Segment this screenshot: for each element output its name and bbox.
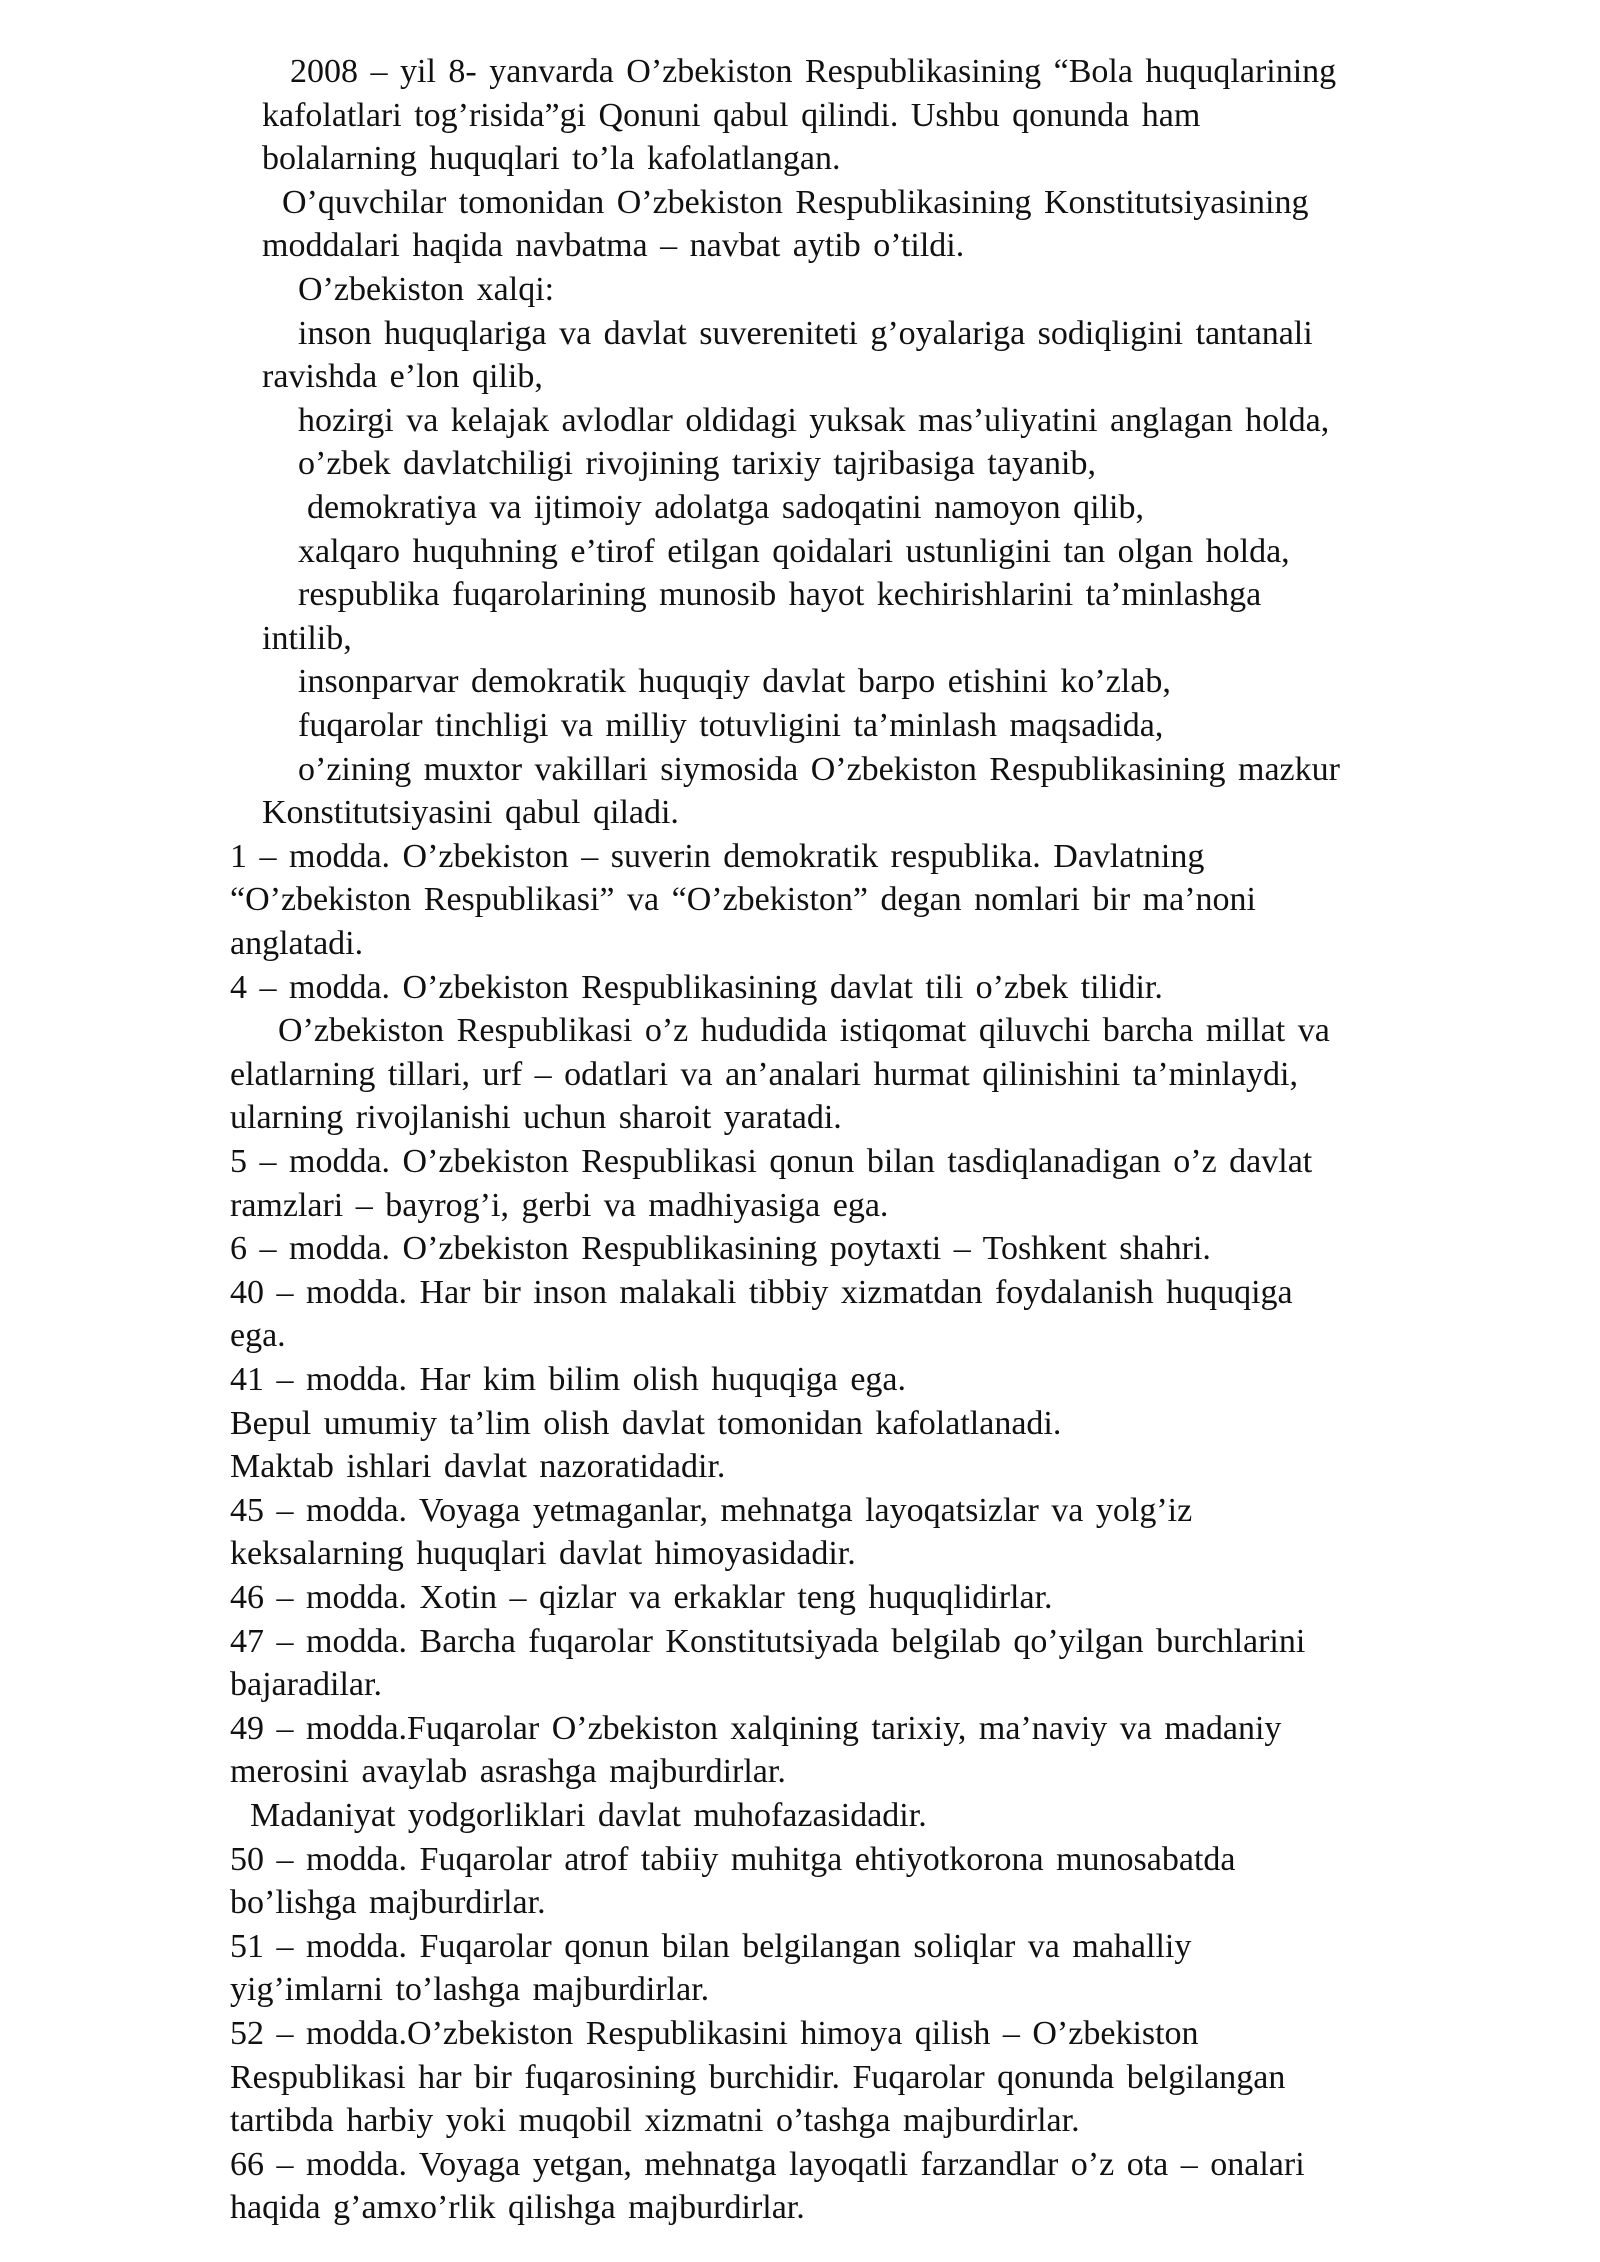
text-line: bajaradilar.	[230, 1666, 382, 1703]
text-line: elatlarning tillari, urf – odatlari va an’analari hurmat qilinishini ta’minlaydi,	[230, 1056, 1298, 1093]
text-line: Madaniyat yodgorliklari davlat muhofazasidadir.	[250, 1797, 927, 1834]
text-line: 45 – modda. Voyaga yetmaganlar, mehnatga layoqatsizlar va yolg’iz	[230, 1492, 1193, 1529]
text-line: inson huquqlariga va davlat suvereniteti g’oyalariga sodiqligini tantanali	[298, 315, 1313, 352]
text-line: keksalarning huquqlari davlat himoyasidadir.	[230, 1535, 856, 1572]
text-line: 52 – modda.O’zbekiston Respublikasini himoya qilish – O’zbekiston	[230, 2015, 1199, 2052]
text-line: kafolatlari tog’risida”gi Qonuni qabul qilindi. Ushbu qonunda ham	[262, 97, 1201, 134]
text-line: 50 – modda. Fuqarolar atrof tabiiy muhitga ehtiyotkorona munosabatda	[230, 1841, 1236, 1878]
text-line: hozirgi va kelajak avlodlar oldidagi yuksak mas’uliyatini anglagan holda,	[298, 402, 1330, 439]
text-line: respublika fuqarolarining munosib hayot kechirishlarini ta’minlashga	[298, 576, 1262, 613]
text-line: anglatadi.	[230, 925, 364, 962]
text-line: ularning rivojlanishi uchun sharoit yaratadi.	[230, 1099, 842, 1136]
text-line: O’zbekiston xalqi:	[298, 271, 555, 308]
text-line: 46 – modda. Xotin – qizlar va erkaklar teng huquqlidirlar.	[230, 1579, 1053, 1616]
text-line: fuqarolar tinchligi va milliy totuvligini ta’minlash maqsadida,	[298, 707, 1164, 744]
text-line: xalqaro huquhning e’tirof etilgan qoidalari ustunligini tan olgan holda,	[298, 533, 1290, 570]
text-line: Bepul umumiy ta’lim olish davlat tomonidan kafolatlanadi.	[230, 1405, 1062, 1442]
text-line: ega.	[230, 1317, 286, 1354]
text-line: Konstitutsiyasini qabul qiladi.	[262, 794, 679, 831]
text-line: 1 – modda. O’zbekiston – suverin demokratik respublika. Davlatning	[230, 838, 1205, 875]
text-line: insonparvar demokratik huquqiy davlat barpo etishini ko’zlab,	[298, 663, 1171, 700]
text-line: 51 – modda. Fuqarolar qonun bilan belgilangan soliqlar va mahalliy	[230, 1928, 1192, 1965]
text-line: 41 – modda. Har kim bilim olish huquqiga ega.	[230, 1361, 907, 1398]
text-line: bolalarning huquqlari to’la kafolatlangan.	[262, 140, 841, 177]
text-line: 6 – modda. O’zbekiston Respublikasining poytaxti – Toshkent shahri.	[230, 1230, 1211, 1267]
text-line: merosini avaylab asrashga majburdirlar.	[230, 1753, 786, 1790]
text-line: yig’imlarni to’lashga majburdirlar.	[230, 1971, 710, 2008]
text-line: moddalari haqida navbatma – navbat aytib o’tildi.	[262, 227, 965, 264]
text-line: 40 – modda. Har bir inson malakali tibbiy xizmatdan foydalanish huquqiga	[230, 1274, 1293, 1311]
text-line: demokratiya va ijtimoiy adolatga sadoqatini namoyon qilib,	[307, 489, 1144, 526]
text-line: tartibda harbiy yoki muqobil xizmatni o’tashga majburdirlar.	[230, 2102, 1080, 2139]
text-line: 47 – modda. Barcha fuqarolar Konstitutsiyada belgilab qo’yilgan burchlarini	[230, 1623, 1306, 1660]
text-line: 66 – modda. Voyaga yetgan, mehnatga layoqatli farzandlar o’z ota – onalari	[230, 2146, 1305, 2183]
text-line: o’zining muxtor vakillari siymosida O’zbekiston Respublikasining mazkur	[298, 751, 1340, 788]
text-line: O’zbekiston Respublikasi o’z hududida istiqomat qiluvchi barcha millat va	[278, 1012, 1330, 1049]
text-line: 49 – modda.Fuqarolar O’zbekiston xalqining tarixiy, ma’naviy va madaniy	[230, 1710, 1282, 1747]
text-line: intilib,	[262, 620, 352, 657]
text-line: Respublikasi har bir fuqarosining burchidir. Fuqarolar qonunda belgilangan	[230, 2059, 1286, 2096]
text-line: “O’zbekiston Respublikasi” va “O’zbekiston” degan nomlari bir ma’noni	[230, 881, 1256, 918]
text-line: ravishda e’lon qilib,	[262, 358, 543, 395]
text-line: O’quvchilar tomonidan O’zbekiston Respublikasining Konstitutsiyasining	[282, 184, 1309, 221]
text-line: bo’lishga majburdirlar.	[230, 1884, 546, 1921]
text-line: o’zbek davlatchiligi rivojining tarixiy tajribasiga tayanib,	[298, 445, 1096, 482]
text-line: ramzlari – bayrog’i, gerbi va madhiyasiga ega.	[230, 1187, 889, 1224]
text-line: 5 – modda. O’zbekiston Respublikasi qonun bilan tasdiqlanadigan o’z davlat	[230, 1143, 1313, 1180]
text-line: 4 – modda. O’zbekiston Respublikasining davlat tili o’zbek tilidir.	[230, 969, 1163, 1006]
text-line: Maktab ishlari davlat nazoratidadir.	[230, 1448, 726, 1485]
text-line: haqida g’amxo’rlik qilishga majburdirlar.	[230, 2189, 805, 2226]
text-line: 2008 – yil 8- yanvarda O’zbekiston Respublikasining “Bola huquqlarining	[290, 53, 1337, 90]
